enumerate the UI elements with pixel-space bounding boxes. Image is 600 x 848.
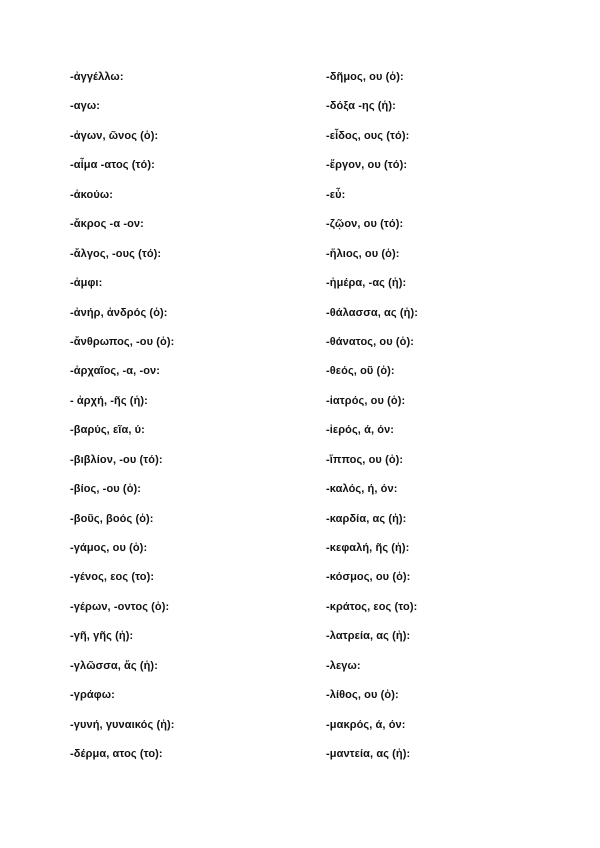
right-vocabulary-column xyxy=(326,70,418,777)
left-vocabulary-column xyxy=(70,70,175,777)
vocab-entry: -βαρύς, εῖα, ύ: xyxy=(70,424,145,437)
vocab-entry: -μαντεία, ας (ἡ): xyxy=(326,748,411,761)
vocab-entry: -λίθος, ου (ὁ): xyxy=(326,689,399,702)
vocab-entry: -ἀνήρ, ἀνδρός (ὁ): xyxy=(70,306,168,319)
vocab-entry: -γυνή, γυναικός (ἡ): xyxy=(70,718,175,731)
vocab-entry: -γέρων, -οντος (ὁ): xyxy=(70,600,170,613)
vocab-entry: -ἱερός, ά, όν: xyxy=(326,424,395,437)
vocab-entry: -ἀγγέλλω: xyxy=(70,71,124,83)
vocab-entry: -εὖ: xyxy=(326,188,346,201)
vocab-entry: -θεός, οῦ (ὁ): xyxy=(326,365,395,378)
vocab-entry: -μακρός, ά, όν: xyxy=(326,718,406,731)
vocab-entry: -ἔργον, ου (τό): xyxy=(326,159,408,172)
vocab-entry: -κεφαλή, ῆς (ἡ): xyxy=(326,542,410,554)
vocab-entry: -ἡμέρα, -ας (ἡ): xyxy=(326,277,407,290)
vocab-entry: -δόξα -ης (ἡ): xyxy=(326,100,396,113)
vocab-entry: -ἰατρός, ου (ὁ): xyxy=(326,394,406,407)
vocab-entry: -λεγω: xyxy=(326,659,361,672)
vocab-entry: -κόσμος, ου (ὁ): xyxy=(326,571,411,584)
vocab-entry: -αἷμα -ατος (τό): xyxy=(70,159,155,172)
vocab-entry: -ζῷον, ου (τό): xyxy=(326,218,404,231)
vocab-entry: -ἀκούω: xyxy=(70,188,113,201)
vocab-entry: -ἀρχαῖος, -α, -ον: xyxy=(70,365,161,378)
vocab-entry: -γῆ, γῆς (ἡ): xyxy=(70,630,134,643)
vocab-entry: -θάνατος, ου (ὁ): xyxy=(326,335,414,348)
vocab-entry: -γλῶσσα, ἄς (ἡ): xyxy=(70,659,158,672)
vocab-entry: -ἀγων, ῶνος (ὁ): xyxy=(70,129,159,142)
vocab-entry: -καλός, ή, όν: xyxy=(326,483,398,496)
vocab-entry: -θάλασσα, ας (ἡ): xyxy=(326,306,418,319)
vocab-entry: -γράφω: xyxy=(70,689,115,702)
vocab-entry: -ἄνθρωπος, -ου (ὁ): xyxy=(70,335,175,348)
vocab-entry: -καρδία, ας (ἡ): xyxy=(326,512,407,525)
vocab-entry: -αγω: xyxy=(70,100,100,113)
vocab-entry: -γάμος, ου (ὁ): xyxy=(70,542,148,554)
vocab-entry: - ἀρχή, -ῆς (ἡ): xyxy=(70,394,148,407)
vocab-entry: -ἥλιος, ου (ὁ): xyxy=(326,247,400,260)
vocab-entry: -ἄλγος, -ους (τό): xyxy=(70,247,162,260)
vocab-entry: -εἶδος, ους (τό): xyxy=(326,129,410,142)
vocab-entry: -λατρεία, ας (ἡ): xyxy=(326,630,411,643)
vocab-entry: -ἀμφι: xyxy=(70,277,103,290)
vocab-entry: -δέρμα, ατος (το): xyxy=(70,748,163,761)
vocab-entry: -βοῦς, βοός (ὁ): xyxy=(70,512,154,525)
vocab-entry: -βιβλίον, -ου (τό): xyxy=(70,453,163,466)
vocab-entry: -βίος, -ου (ὁ): xyxy=(70,483,142,496)
vocab-entry: -γένος, εος (το): xyxy=(70,571,155,584)
vocab-entry: -κράτος, εος (το): xyxy=(326,600,418,613)
vocab-entry: -ἄκρος -α -ον: xyxy=(70,218,144,231)
vocab-entry: -δῆμος, ου (ὁ): xyxy=(326,71,404,83)
vocab-entry: -ἵππος, ου (ὁ): xyxy=(326,453,404,466)
